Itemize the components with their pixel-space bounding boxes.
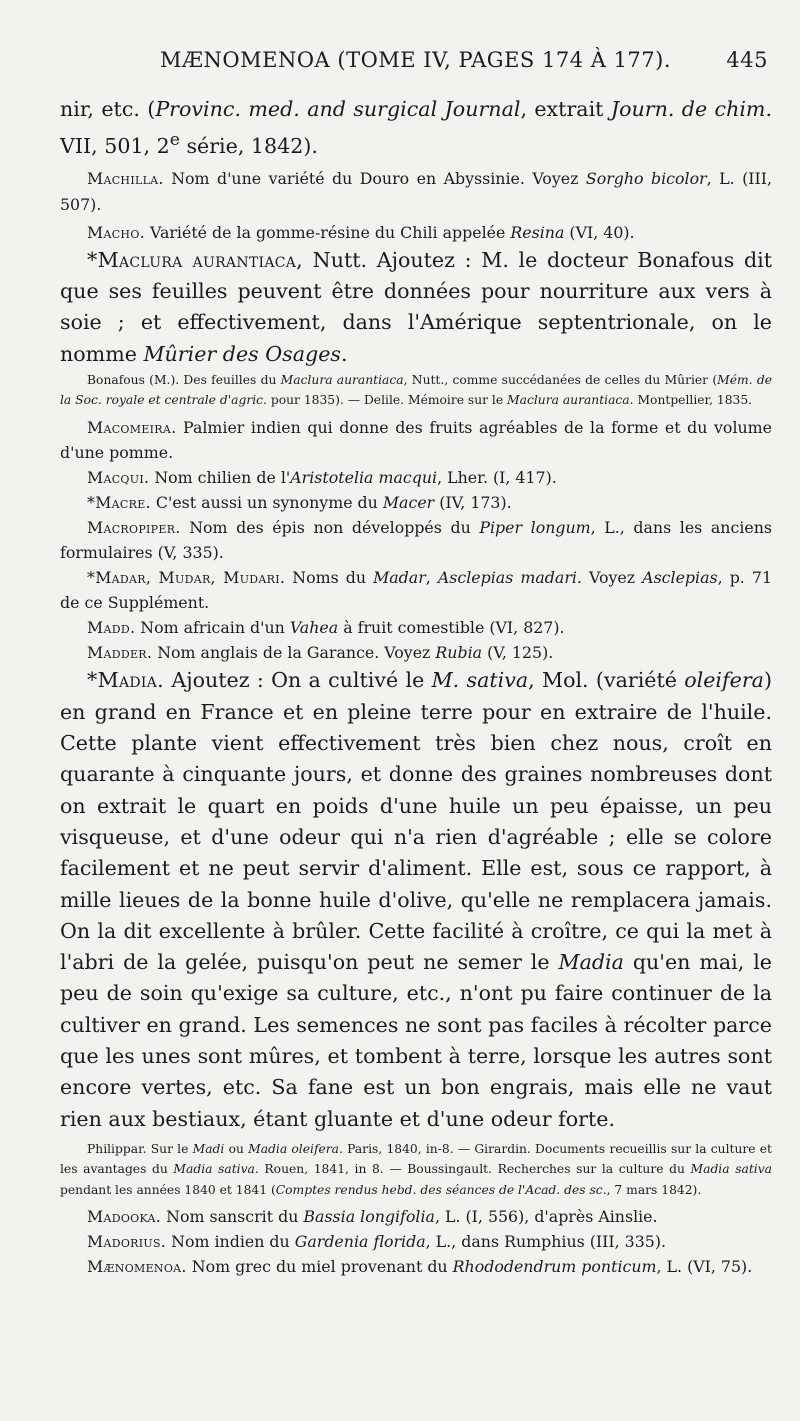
entry-madar: *Madar, Mudar, Mudari. Noms du Madar, Asclepias madari. Voyez Asclepias, p. 71 de ce Supplément. xyxy=(60,568,772,613)
entry-madia: *Madia. Ajoutez : On a cultivé le M. sativa, Mol. (variété oleifera) en grand en France et en pleine terre pour en extraire de l'huile. Cette plante vient effectivement très bien chez nous, croît en quarante à cinquante jours, et donne des graines nombreuses dont on extrait le quart en poids d'une huile un peu épaisse, un peu visqueuse, et d'une odeur qui n'a rien d'agréable ; elle se colore facilement et ne peut servir d'aliment. Elle est, sous ce rapport, à mille lieues de la bonne huile d'olive, qu'elle ne remplacera jamais. On la dit excellente à brûler. Cette facilité à croître, ce qui la met à l'abri de la gelée, puisqu'on peut ne semer le Madia qu'en mai, le peu de soin qu'exige sa culture, etc., n'ont pu faire continuer de la cultiver en grand. Les semences ne sont pas faciles à récolter parce que les unes sont mûres, et tombent à terre, lorsque les autres sont encore vertes, etc. Sa fane est un bon engrais, mais elle ne vaut rien aux bestiaux, étant gluante et d'une odeur forte. xyxy=(60,668,772,1131)
dictionary-page xyxy=(60,48,772,1279)
entry-headword: *Macre. xyxy=(87,492,151,512)
entry-macomeira: Macomeira. Palmier indien qui donne des fruits agréables de la forme et du volume d'une pomme. xyxy=(60,417,772,462)
entry-madooka: Madooka. Nom sanscrit du Bassia longifolia, L. (I, 556), d'après Ainslie. xyxy=(87,1206,658,1226)
entry-maclura: *Maclura aurantiaca, Nutt. Ajoutez : M. le docteur Bonafous dit que ses feuilles peuvent être données pour nourriture aux vers à soie ; et effectivement, dans l'Amérique septentrionale, on le nomme Mûrier des Osages. xyxy=(60,247,772,366)
entry-headword: Madooka. xyxy=(87,1206,162,1226)
entry-macropiper: Macropiper. Nom des épis non développés du Piper longum, L., dans les anciens formulaires (V, 335). xyxy=(60,517,772,562)
entry-headword: Macropiper. xyxy=(87,517,181,537)
entry-madder: Madder. Nom anglais de la Garance. Voyez Rubia (V, 125). xyxy=(87,643,554,663)
entry-madd: Madd. Nom africain d'un Vahea à fruit comestible (VI, 827). xyxy=(87,618,565,638)
entry-headword: Madder. xyxy=(87,643,153,663)
entry-macho: Macho. Variété de la gomme-résine du Chili appelée Resina (VI, 40). xyxy=(87,222,635,242)
entry-headword: Madorius. xyxy=(87,1231,167,1251)
entry-headword: Machilla. xyxy=(87,169,164,189)
entry-headword: Madd. xyxy=(87,618,136,638)
page-number: 445 xyxy=(726,48,768,72)
entry-maenomenoa: Mænomenoa. Nom grec du miel provenant du Rhododendrum ponticum, L. (VI, 75). xyxy=(87,1256,753,1276)
running-header xyxy=(60,48,772,94)
entry-macre: *Macre. C'est aussi un synonyme du Macer (IV, 173). xyxy=(87,492,512,512)
entry-headword: *Madia. xyxy=(87,668,165,693)
reference-maclura: Bonafous (M.). Des feuilles du Maclura aurantiaca, Nutt., comme succédanées de celles du Mûrier (Mém. de la Soc. royale et centrale d'agric. pour 1835). — Delile. Mémoire sur le Maclura aurantiaca. Montpellier, 1835. xyxy=(60,372,773,408)
entry-madorius: Madorius. Nom indien du Gardenia florida, L., dans Rumphius (III, 335). xyxy=(87,1231,667,1251)
entry-headword: Macho. xyxy=(87,222,145,242)
entry-machilla: Machilla. Nom d'une variété du Douro en Abyssinie. Voyez Sorgho bicolor, L. (III, 507). xyxy=(60,169,772,214)
entry-headword: Mænomenoa. xyxy=(87,1256,187,1276)
entry-headword: *Madar, Mudar, Mudari. xyxy=(87,568,286,588)
entry-headword: *Maclura aurantiaca, xyxy=(87,247,304,272)
entry-headword: Macomeira. xyxy=(87,417,177,437)
entry-headword: Macqui. xyxy=(87,467,150,487)
reference-madia: Philippar. Sur le Madi ou Madia oleifera. Paris, 1840, in-8. — Girardin. Documents recueillis sur la culture et les avantages du Madia sativa. Rouen, 1841, in 8. — Boussingault. Recherches sur la culture du Madia sativa pendant les années 1840 et 1841 (Comptes rendus hebd. des séances de l'Acad. des sc., 7 mars 1842). xyxy=(60,1141,772,1197)
running-title: MÆNOMENOA (TOME IV, PAGES 174 À 177). xyxy=(160,48,672,72)
continuation-paragraph: nir, etc. (Provinc. med. and surgical Journal, extrait Journ. de chim. VII, 501, 2e série, 1842). xyxy=(60,97,772,159)
entry-macqui: Macqui. Nom chilien de l'Aristotelia macqui, Lher. (I, 417). xyxy=(87,467,557,487)
